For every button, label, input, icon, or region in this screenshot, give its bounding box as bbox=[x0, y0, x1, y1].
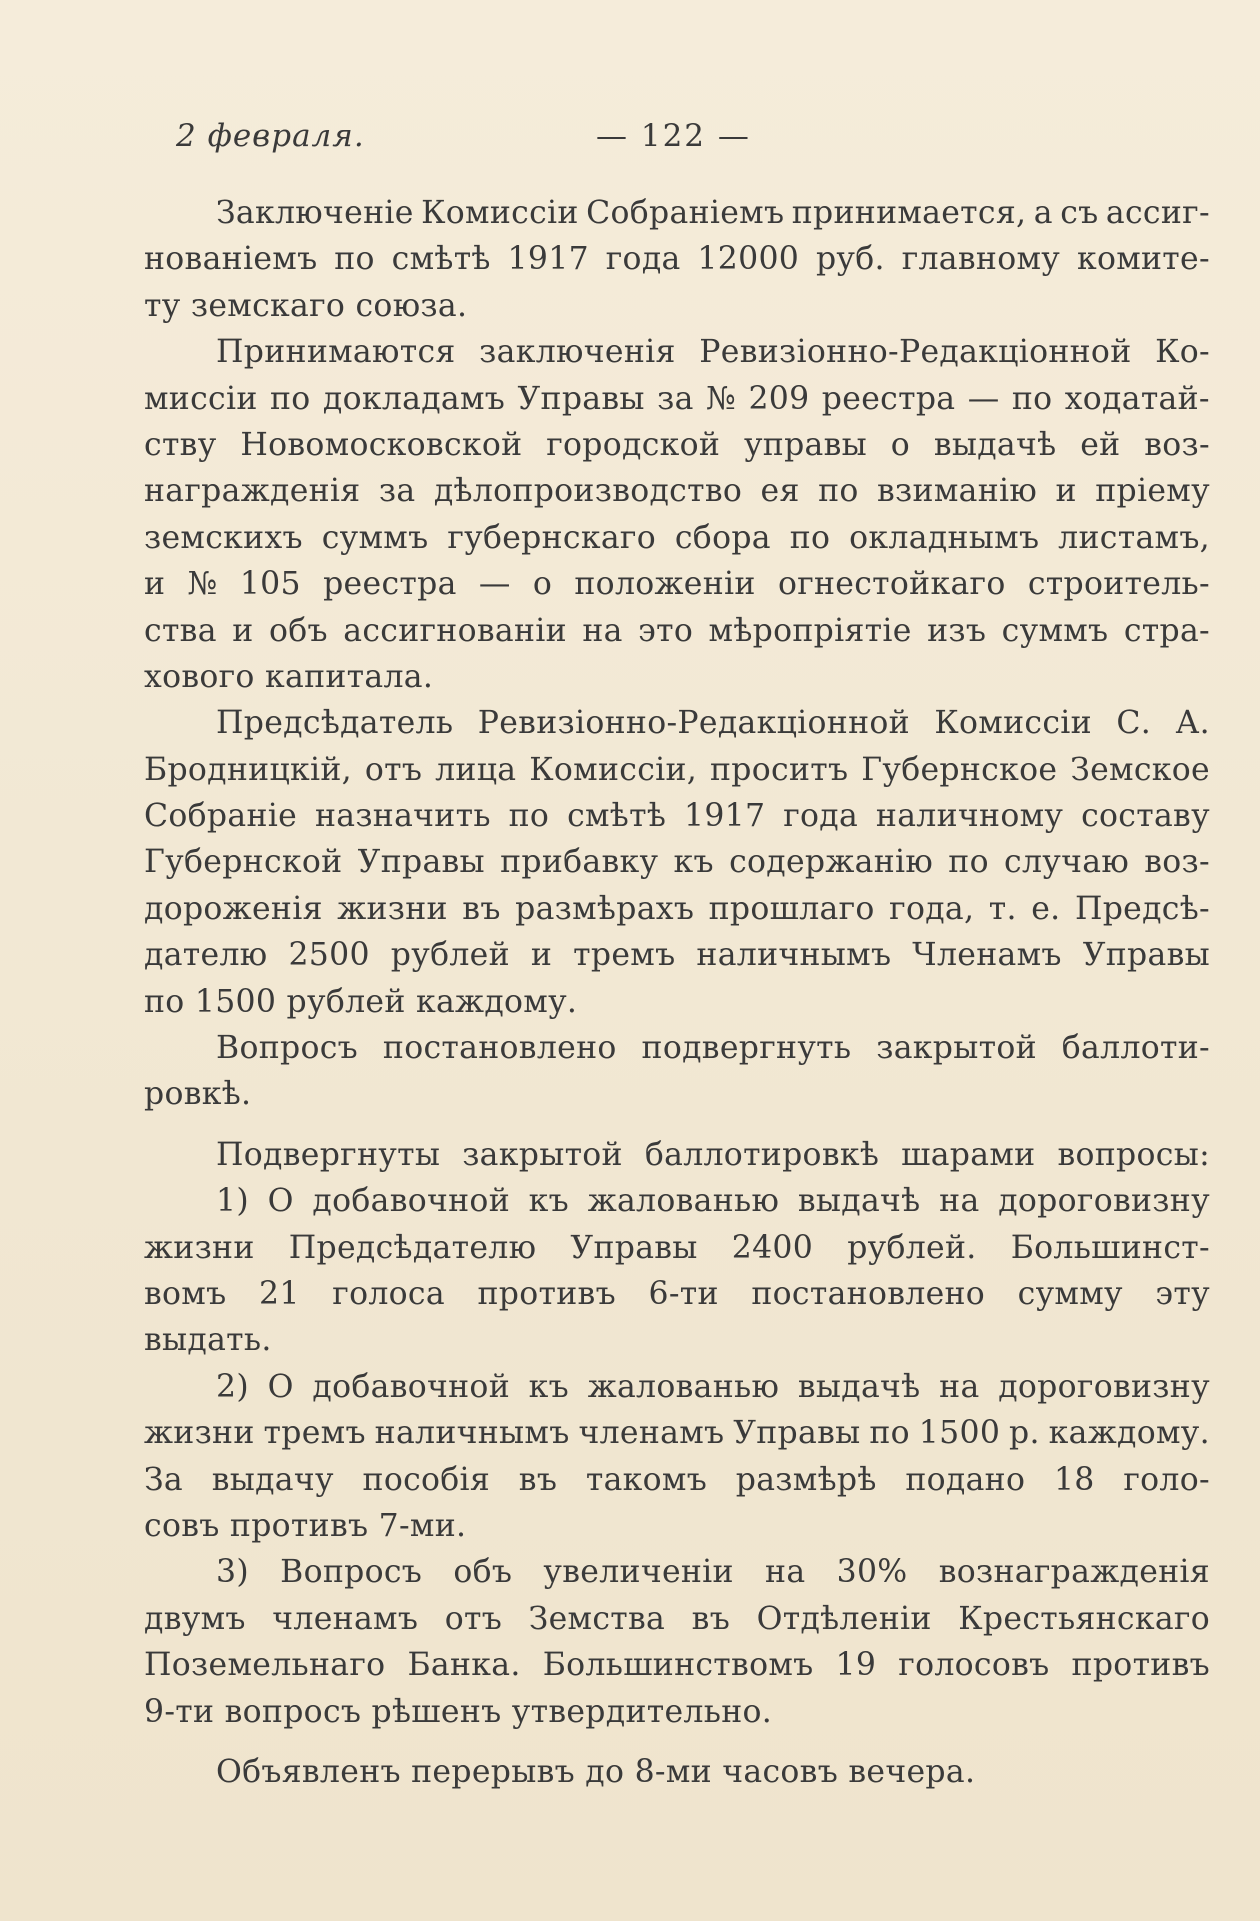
paragraph-gap bbox=[144, 1118, 1210, 1132]
text-line: награжденія за дѣлопроизводство ея по взиманію и пріему bbox=[144, 473, 1210, 510]
text-line: ства и объ ассигнованіи на это мѣропріятіе изъ суммъ стра- bbox=[144, 612, 1210, 649]
text-line: Собраніе назначить по смѣтѣ 1917 года наличному составу bbox=[144, 798, 1210, 835]
text-line: Заключеніе Комиссіи Собраніемъ принимается, а съ ассиг- bbox=[216, 195, 1210, 231]
text-line: 9-ти вопросъ рѣшенъ утвердительно. bbox=[144, 1693, 773, 1730]
body-text bbox=[144, 190, 1210, 1795]
text-line: ту земскаго союза. bbox=[144, 287, 468, 324]
text-line: по 1500 рублей каждому. bbox=[144, 983, 578, 1020]
text-line: 1) О добавочной къ жалованью выдачѣ на дороговизну bbox=[216, 1183, 1210, 1220]
text-line: Подвергнуты закрытой баллотировкѣ шарами вопросы: bbox=[216, 1136, 1210, 1173]
text-line: нованіемъ по смѣтѣ 1917 года 12000 руб. главному комите- bbox=[144, 241, 1210, 278]
text-line: дателю 2500 рублей и тремъ наличнымъ Членамъ Управы bbox=[144, 937, 1210, 974]
text-line: Объявленъ перерывъ до 8-ми часовъ вечера. bbox=[216, 1753, 976, 1790]
text-line: двумъ членамъ отъ Земства въ Отдѣленіи Крестьянскаго bbox=[144, 1600, 1210, 1637]
text-line: Бродницкій, отъ лица Комиссіи, проситъ Губернское Земское bbox=[144, 751, 1210, 788]
text-line: вомъ 21 голоса противъ 6-ти постановлено сумму эту bbox=[144, 1275, 1210, 1312]
text-line: совъ противъ 7-ми. bbox=[144, 1507, 467, 1544]
page-number: — 122 — bbox=[596, 118, 751, 154]
header-date: 2 февраля. bbox=[176, 118, 365, 154]
text-line: За выдачу пособія въ такомъ размѣрѣ подано 18 голо- bbox=[144, 1461, 1210, 1498]
text-line: Предсѣдатель Ревизіонно-Редакціонной Комиссіи С. А. bbox=[216, 705, 1210, 742]
text-line: хового капитала. bbox=[144, 658, 434, 695]
page-header bbox=[176, 118, 1096, 162]
text-line: ровкѣ. bbox=[144, 1076, 252, 1113]
text-line: миссіи по докладамъ Управы за № 209 реестра — по ходатай- bbox=[144, 380, 1210, 417]
text-line: Принимаются заключенія Ревизіонно-Редакціонной Ко- bbox=[216, 334, 1210, 371]
text-line: Вопросъ постановлено подвергнуть закрытой баллоти- bbox=[216, 1030, 1210, 1067]
text-line: земскихъ суммъ губернскаго сбора по окладнымъ листамъ, bbox=[144, 519, 1210, 556]
text-line: Поземельнаго Банка. Большинствомъ 19 голосовъ противъ bbox=[144, 1647, 1210, 1684]
text-line: 3) Вопросъ объ увеличеніи на 30% вознагражденія bbox=[216, 1554, 1210, 1591]
text-line: жизни Предсѣдателю Управы 2400 рублей. Большинст- bbox=[144, 1229, 1210, 1266]
text-line: выдать. bbox=[144, 1322, 272, 1359]
text-line: жизни тремъ наличнымъ членамъ Управы по 1500 р. каждому. bbox=[144, 1415, 1210, 1452]
text-line: дороженія жизни въ размѣрахъ прошлаго года, т. е. Предсѣ- bbox=[144, 890, 1210, 927]
paragraph-gap bbox=[144, 1735, 1210, 1749]
text-line: 2) О добавочной къ жалованью выдачѣ на дороговизну bbox=[216, 1368, 1210, 1405]
text-line: ству Новомосковской городской управы о выдачѣ ей воз- bbox=[144, 426, 1210, 463]
text-line: и № 105 реестра — о положеніи огнестойкаго строитель- bbox=[144, 566, 1210, 603]
text-line: Губернской Управы прибавку къ содержанію по случаю воз- bbox=[144, 844, 1210, 881]
